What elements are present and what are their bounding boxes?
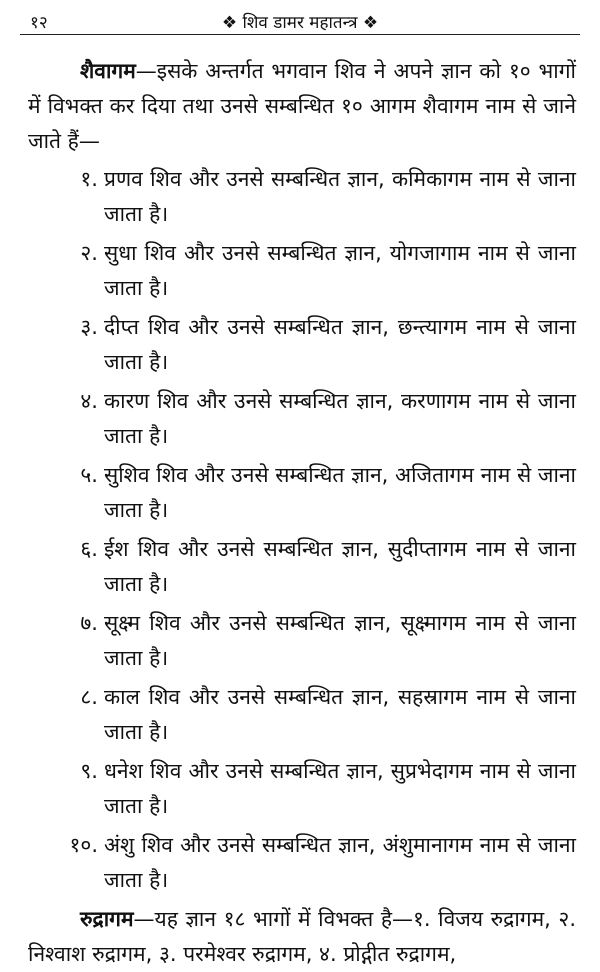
closing-text: —यह ज्ञान १८ भागों में विभक्त है—१. विजय रुद्रागम, २. निश्वाश रुद्रागम, ३. परमेश्वर रुद्रागम, ४. प्रोद्गीत रुद्रागम,	[28, 907, 576, 966]
list-item-number: ४.	[80, 389, 98, 413]
list-item-number: ८.	[80, 685, 98, 709]
list-item-number: ५.	[80, 463, 98, 487]
list-item-text: दीप्त शिव और उनसे सम्बन्धित ज्ञान, छन्त्यागम नाम से जाना जाता है।	[104, 315, 576, 374]
list-item	[28, 680, 576, 750]
list-item	[28, 162, 576, 232]
list-item-text: ईश शिव और उनसे सम्बन्धित ज्ञान, सुदीप्तागम नाम से जाना जाता है।	[104, 537, 576, 596]
agama-list	[28, 162, 576, 898]
list-item-number: ३.	[80, 315, 98, 339]
list-item	[28, 606, 576, 676]
list-item	[28, 754, 576, 824]
list-item	[28, 532, 576, 602]
list-item	[28, 384, 576, 454]
list-item-number: ७.	[80, 611, 98, 635]
intro-text: —इसके अन्तर्गत भगवान शिव ने अपने ज्ञान को १० भागों में विभक्त कर दिया तथा उनसे सम्बन्धित १० आगम शैवागम नाम से जाने जाते हैं—	[28, 59, 576, 153]
list-item-number: २.	[80, 241, 98, 265]
intro-paragraph	[28, 54, 576, 159]
list-item-text: अंशु शिव और उनसे सम्बन्धित ज्ञान, अंशुमानागम नाम से जाना जाता है।	[104, 833, 576, 892]
list-item-number: १०.	[69, 833, 98, 857]
list-item	[28, 828, 576, 898]
list-item-text: सुधा शिव और उनसे सम्बन्धित ज्ञान, योगजागाम नाम से जाना जाता है।	[104, 241, 576, 300]
closing-term: रुद्रागम	[80, 907, 134, 931]
list-item-text: सूक्ष्म शिव और उनसे सम्बन्धित ज्ञान, सूक्ष्मागम नाम से जाना जाता है।	[104, 611, 576, 670]
body-text	[28, 54, 576, 972]
running-title: ❖ शिव डामर महातन्त्र ❖	[221, 13, 379, 33]
list-item-text: धनेश शिव और उनसे सम्बन्धित ज्ञान, सुप्रभेदागम नाम से जाना जाता है।	[104, 759, 576, 818]
list-item	[28, 310, 576, 380]
list-item-text: काल शिव और उनसे सम्बन्धित ज्ञान, सहस्रागम नाम से जाना जाता है।	[104, 685, 576, 744]
intro-term: शैवागम	[80, 59, 136, 83]
list-item-number: १.	[80, 167, 98, 191]
page-number: १२	[30, 13, 48, 33]
list-item-number: ९.	[80, 759, 98, 783]
list-item	[28, 236, 576, 306]
page-header	[20, 10, 580, 35]
closing-paragraph	[28, 902, 576, 972]
list-item-text: सुशिव शिव और उनसे सम्बन्धित ज्ञान, अजितागम नाम से जाना जाता है।	[104, 463, 576, 522]
list-item-text: कारण शिव और उनसे सम्बन्धित ज्ञान, करणागम नाम से जाना जाता है।	[104, 389, 576, 448]
list-item-text: प्रणव शिव और उनसे सम्बन्धित ज्ञान, कमिकागम नाम से जाना जाता है।	[104, 167, 576, 226]
list-item	[28, 458, 576, 528]
list-item-number: ६.	[80, 537, 98, 561]
